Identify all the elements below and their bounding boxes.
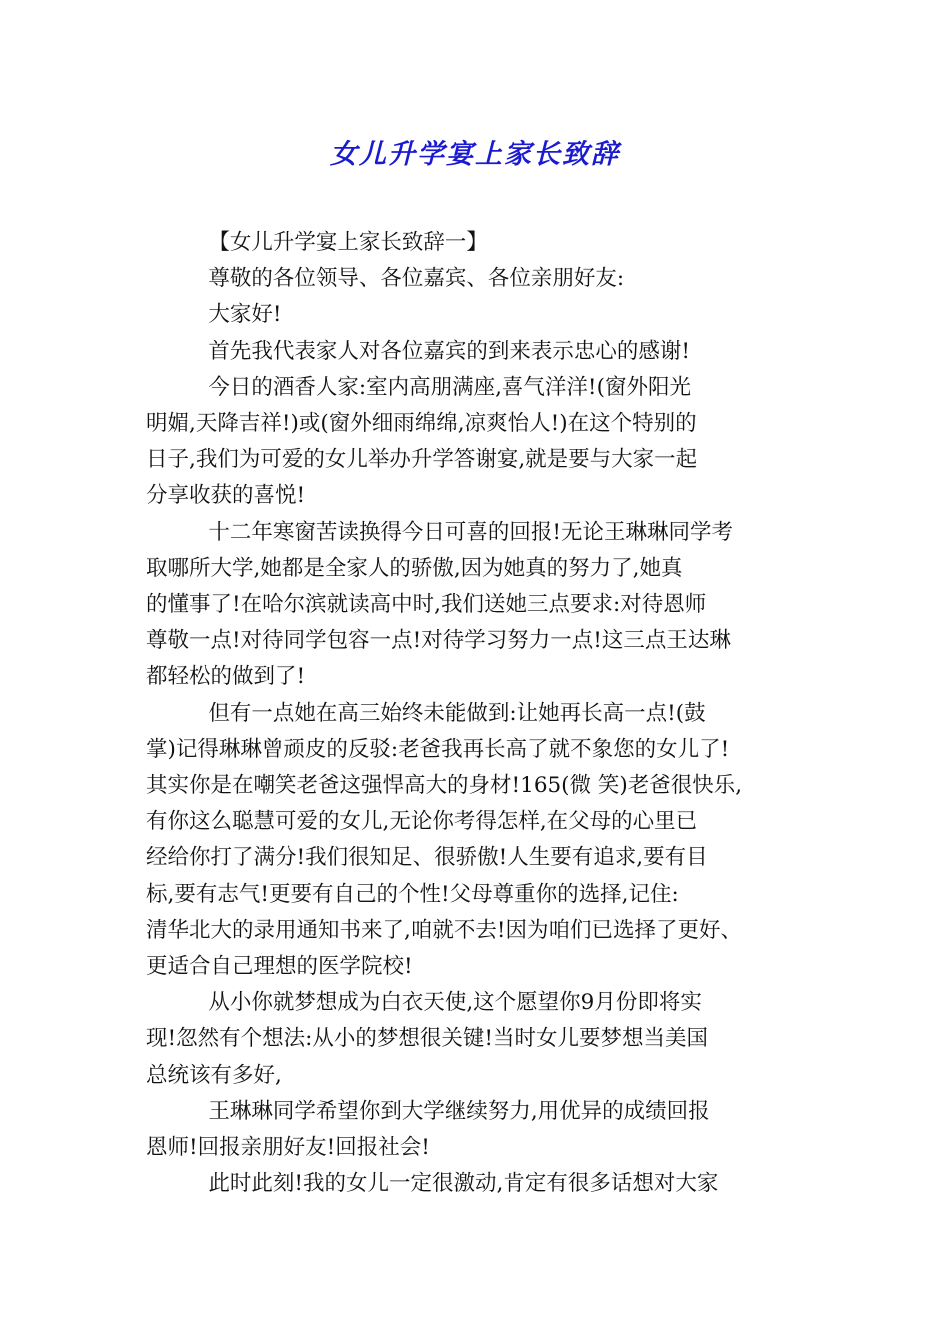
paragraph: 但有一点她在高三始终未能做到:让她再长高一点!(鼓 掌)记得琳琳曾顽皮的反驳:老爸我再长高了就不象您的女儿了! 其实你是在嘲笑老爸这强悍高大的身材!165(微 笑)老爸很快乐, 有你这么聪慧可爱的女儿,无论你考得怎样,在父母的心里已 经给你打了满分!我们很知足、很骄傲!人生要有追求,要有目 标,要有志气!更要有自己的个性!父母尊重你的选择,记住: 清华北大的录用通知书来了,咱就不去!因为咱们已选择了更好、 更适合自己理想的医学院校! bbox=[146, 700, 743, 980]
document-title: 女儿升学宴上家长致辞 bbox=[330, 139, 620, 170]
paragraph: 十二年寒窗苦读换得今日可喜的回报!无论王琳琳同学考 取哪所大学,她都是全家人的骄傲,因为她真的努力了,她真 的懂事了!在哈尔滨就读高中时,我们送她三点要求:对待恩师 尊敬一点!对待同学包容一点!对待学习努力一点!这三点王达琳 都轻松的做到了! bbox=[146, 519, 733, 690]
paragraph: 尊敬的各位领导、各位嘉宾、各位亲朋好友: bbox=[208, 266, 625, 292]
paragraph: 今日的酒香人家:室内高朋满座,喜气洋洋!(窗外阳光 明媚,天降吉祥!)或(窗外细雨绵绵,凉爽怡人!)在这个特别的 日子,我们为可爱的女儿举办升学答谢宴,就是要与大家一起 分享收获的喜悦! bbox=[146, 374, 698, 509]
document-body bbox=[146, 225, 810, 1202]
paragraph: 首先我代表家人对各位嘉宾的到来表示忠心的感谢! bbox=[208, 338, 690, 364]
paragraph: 此时此刻!我的女儿一定很激动,肯定有很多话想对大家 bbox=[208, 1171, 719, 1197]
paragraph: 【女儿升学宴上家长致辞一】 bbox=[208, 230, 488, 255]
paragraph: 王琳琳同学希望你到大学继续努力,用优异的成绩回报 恩师!回报亲朋好友!回报社会! bbox=[146, 1098, 710, 1161]
paragraph: 大家好! bbox=[208, 302, 282, 328]
paragraph: 从小你就梦想成为白衣天使,这个愿望你9月份即将实 现!忽然有个想法:从小的梦想很关键!当时女儿要梦想当美国 总统该有多好, bbox=[146, 990, 709, 1088]
